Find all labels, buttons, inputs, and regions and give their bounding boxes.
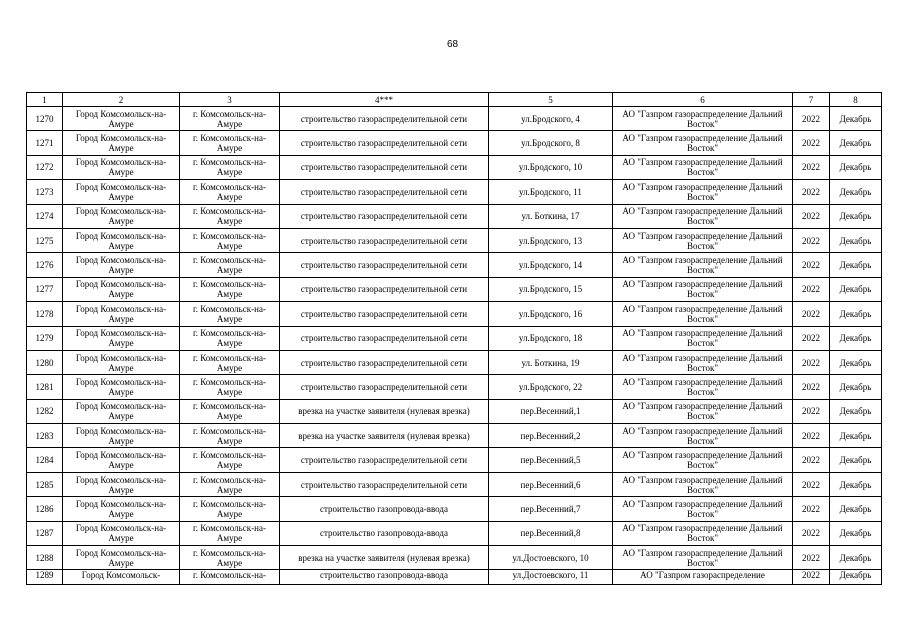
cell-settlement: г. Комсомольск-на-Амуре [180,180,280,204]
cell-month: Декабрь [830,277,882,301]
cell-number: 1277 [27,277,63,301]
table-row [27,155,882,179]
cell-number: 1274 [27,204,63,228]
cell-work-type: строительство газораспределительной сети [280,155,489,179]
cell-number: 1272 [27,155,63,179]
cell-address: ул.Бродского, 16 [489,302,613,326]
cell-year: 2022 [793,131,830,155]
cell-settlement: г. Комсомольск-на-Амуре [180,326,280,350]
cell-settlement: г. Комсомольск-на-Амуре [180,375,280,399]
cell-month: Декабрь [830,448,882,472]
cell-month: Декабрь [830,302,882,326]
cell-organization: АО "Газпром газораспределение Дальний Восток" [613,277,793,301]
cell-settlement: г. Комсомольск-на-Амуре [180,302,280,326]
cell-number: 1281 [27,375,63,399]
table-row [27,180,882,204]
cell-work-type: строительство газораспределительной сети [280,107,489,131]
cell-organization: АО "Газпром газораспределение Дальний Восток" [613,497,793,521]
table-header-row [27,93,882,107]
cell-work-type: врезка на участке заявителя (нулевая врезка) [280,546,489,570]
cell-number: 1276 [27,253,63,277]
cell-settlement: г. Комсомольск-на-Амуре [180,155,280,179]
cell-month: Декабрь [830,521,882,545]
cell-month: Декабрь [830,326,882,350]
cell-work-type: строительство газопровода-ввода [280,497,489,521]
cell-municipality: Город Комсомольск-на-Амуре [63,131,180,155]
cell-municipality: Город Комсомольск-на-Амуре [63,228,180,252]
cell-organization: АО "Газпром газораспределение Дальний Восток" [613,302,793,326]
cell-settlement: г. Комсомольск-на-Амуре [180,228,280,252]
cell-year: 2022 [793,472,830,496]
cell-address: ул.Бродского, 11 [489,180,613,204]
cell-settlement: г. Комсомольск-на-Амуре [180,546,280,570]
table-row [27,448,882,472]
cell-year: 2022 [793,253,830,277]
table-row [27,326,882,350]
cell-settlement: г. Комсомольск-на-Амуре [180,350,280,374]
cell-number: 1284 [27,448,63,472]
cell-settlement: г. Комсомольск-на-Амуре [180,521,280,545]
cell-number: 1280 [27,350,63,374]
page-number: 68 [446,39,459,50]
table-row [27,424,882,448]
cell-year: 2022 [793,107,830,131]
cell-year: 2022 [793,155,830,179]
cell-settlement: г. Комсомольск-на-Амуре [180,253,280,277]
cell-work-type: врезка на участке заявителя (нулевая врезка) [280,399,489,423]
cell-month: Декабрь [830,107,882,131]
cell-municipality: Город Комсомольск- [63,570,180,585]
cell-organization: АО "Газпром газораспределение Дальний Восток" [613,350,793,374]
cell-address: ул.Бродского, 8 [489,131,613,155]
cell-organization: АО "Газпром газораспределение Дальний Восток" [613,424,793,448]
cell-municipality: Город Комсомольск-на-Амуре [63,326,180,350]
cell-address: ул.Бродского, 22 [489,375,613,399]
cell-month: Декабрь [830,570,882,585]
cell-month: Декабрь [830,155,882,179]
cell-year: 2022 [793,180,830,204]
cell-address: ул. Боткина, 19 [489,350,613,374]
cell-month: Декабрь [830,131,882,155]
cell-address: ул.Бродского, 14 [489,253,613,277]
cell-work-type: строительство газораспределительной сети [280,204,489,228]
cell-work-type: строительство газораспределительной сети [280,326,489,350]
cell-settlement: г. Комсомольск-на-Амуре [180,424,280,448]
cell-organization: АО "Газпром газораспределение Дальний Восток" [613,546,793,570]
cell-number: 1287 [27,521,63,545]
cell-work-type: строительство газораспределительной сети [280,180,489,204]
cell-month: Декабрь [830,546,882,570]
cell-organization: АО "Газпром газораспределение Дальний Восток" [613,399,793,423]
cell-number: 1278 [27,302,63,326]
cell-settlement: г. Комсомольск-на-Амуре [180,399,280,423]
cell-organization: АО "Газпром газораспределение Дальний Восток" [613,180,793,204]
cell-year: 2022 [793,277,830,301]
cell-municipality: Город Комсомольск-на-Амуре [63,277,180,301]
column-header-work-type: 4*** [280,93,489,107]
column-header-organization: 6 [613,93,793,107]
cell-month: Декабрь [830,472,882,496]
cell-year: 2022 [793,228,830,252]
cell-number: 1271 [27,131,63,155]
table-row [27,570,882,585]
cell-address: пер.Весенний,8 [489,521,613,545]
table-row [27,546,882,570]
cell-municipality: Город Комсомольск-на-Амуре [63,472,180,496]
table-row [27,277,882,301]
cell-settlement: г. Комсомольск-на-Амуре [180,107,280,131]
cell-month: Декабрь [830,253,882,277]
cell-address: пер.Весенний,7 [489,497,613,521]
cell-organization: АО "Газпром газораспределение Дальний Восток" [613,204,793,228]
cell-municipality: Город Комсомольск-на-Амуре [63,350,180,374]
cell-municipality: Город Комсомольск-на-Амуре [63,546,180,570]
cell-year: 2022 [793,326,830,350]
table-row [27,204,882,228]
cell-year: 2022 [793,497,830,521]
table-row [27,521,882,545]
cell-organization: АО "Газпром газораспределение Дальний Восток" [613,472,793,496]
cell-year: 2022 [793,375,830,399]
cell-month: Декабрь [830,204,882,228]
cell-number: 1279 [27,326,63,350]
cell-month: Декабрь [830,399,882,423]
column-header-month: 8 [830,93,882,107]
cell-number: 1282 [27,399,63,423]
cell-month: Декабрь [830,497,882,521]
cell-municipality: Город Комсомольск-на-Амуре [63,448,180,472]
column-header-municipality: 2 [63,93,180,107]
table-row [27,302,882,326]
cell-month: Декабрь [830,228,882,252]
cell-organization: АО "Газпром газораспределение Дальний Восток" [613,375,793,399]
cell-work-type: строительство газораспределительной сети [280,228,489,252]
cell-address: ул.Бродского, 18 [489,326,613,350]
cell-address: ул.Достоевского, 11 [489,570,613,585]
cell-municipality: Город Комсомольск-на-Амуре [63,204,180,228]
cell-organization: АО "Газпром газораспределение Дальний Восток" [613,131,793,155]
cell-number: 1288 [27,546,63,570]
cell-settlement: г. Комсомольск-на-Амуре [180,472,280,496]
column-header-address: 5 [489,93,613,107]
cell-municipality: Город Комсомольск-на-Амуре [63,424,180,448]
cell-organization: АО "Газпром газораспределение [613,570,793,585]
cell-municipality: Город Комсомольск-на-Амуре [63,155,180,179]
cell-work-type: строительство газопровода-ввода [280,570,489,585]
cell-municipality: Город Комсомольск-на-Амуре [63,375,180,399]
cell-year: 2022 [793,302,830,326]
table-body [27,107,882,585]
cell-address: ул.Бродского, 10 [489,155,613,179]
cell-address: ул. Боткина, 17 [489,204,613,228]
cell-municipality: Город Комсомольск-на-Амуре [63,521,180,545]
cell-organization: АО "Газпром газораспределение Дальний Восток" [613,155,793,179]
cell-work-type: строительство газопровода-ввода [280,521,489,545]
table-row [27,399,882,423]
cell-work-type: строительство газораспределительной сети [280,253,489,277]
cell-number: 1289 [27,570,63,585]
cell-address: ул.Достоевского, 10 [489,546,613,570]
cell-municipality: Город Комсомольск-на-Амуре [63,180,180,204]
cell-work-type: строительство газораспределительной сети [280,375,489,399]
table-row [27,228,882,252]
cell-settlement: г. Комсомольск-на-Амуре [180,277,280,301]
table-row [27,253,882,277]
cell-work-type: врезка на участке заявителя (нулевая врезка) [280,424,489,448]
cell-organization: АО "Газпром газораспределение Дальний Восток" [613,448,793,472]
cell-settlement: г. Комсомольск-на-Амуре [180,497,280,521]
cell-municipality: Город Комсомольск-на-Амуре [63,107,180,131]
table-row [27,350,882,374]
cell-number: 1286 [27,497,63,521]
data-table [26,92,882,585]
cell-year: 2022 [793,546,830,570]
cell-address: пер.Весенний,5 [489,448,613,472]
cell-month: Декабрь [830,424,882,448]
cell-organization: АО "Газпром газораспределение Дальний Восток" [613,326,793,350]
cell-work-type: строительство газораспределительной сети [280,131,489,155]
cell-number: 1270 [27,107,63,131]
cell-work-type: строительство газораспределительной сети [280,302,489,326]
table-row [27,107,882,131]
table-row [27,472,882,496]
table-row [27,131,882,155]
table-row [27,497,882,521]
cell-month: Декабрь [830,375,882,399]
column-header-settlement: 3 [180,93,280,107]
cell-settlement: г. Комсомольск-на-Амуре [180,204,280,228]
cell-year: 2022 [793,399,830,423]
cell-number: 1285 [27,472,63,496]
cell-year: 2022 [793,521,830,545]
cell-address: ул.Бродского, 15 [489,277,613,301]
cell-number: 1275 [27,228,63,252]
cell-municipality: Город Комсомольск-на-Амуре [63,253,180,277]
cell-work-type: строительство газораспределительной сети [280,448,489,472]
cell-settlement: г. Комсомольск-на- [180,570,280,585]
cell-address: ул.Бродского, 4 [489,107,613,131]
cell-address: пер.Весенний,2 [489,424,613,448]
cell-month: Декабрь [830,350,882,374]
cell-number: 1283 [27,424,63,448]
cell-municipality: Город Комсомольск-на-Амуре [63,497,180,521]
cell-number: 1273 [27,180,63,204]
cell-work-type: строительство газораспределительной сети [280,472,489,496]
cell-address: пер.Весенний,6 [489,472,613,496]
cell-settlement: г. Комсомольск-на-Амуре [180,131,280,155]
cell-work-type: строительство газораспределительной сети [280,350,489,374]
cell-year: 2022 [793,448,830,472]
column-header-year: 7 [793,93,830,107]
cell-month: Декабрь [830,180,882,204]
cell-year: 2022 [793,204,830,228]
column-header-number: 1 [27,93,63,107]
cell-year: 2022 [793,424,830,448]
cell-address: пер.Весенний,1 [489,399,613,423]
cell-work-type: строительство газораспределительной сети [280,277,489,301]
cell-settlement: г. Комсомольск-на-Амуре [180,448,280,472]
cell-municipality: Город Комсомольск-на-Амуре [63,302,180,326]
cell-address: ул.Бродского, 13 [489,228,613,252]
cell-organization: АО "Газпром газораспределение Дальний Восток" [613,228,793,252]
cell-organization: АО "Газпром газораспределение Дальний Восток" [613,521,793,545]
cell-municipality: Город Комсомольск-на-Амуре [63,399,180,423]
cell-organization: АО "Газпром газораспределение Дальний Восток" [613,107,793,131]
cell-year: 2022 [793,570,830,585]
cell-organization: АО "Газпром газораспределение Дальний Восток" [613,253,793,277]
cell-year: 2022 [793,350,830,374]
table-row [27,375,882,399]
